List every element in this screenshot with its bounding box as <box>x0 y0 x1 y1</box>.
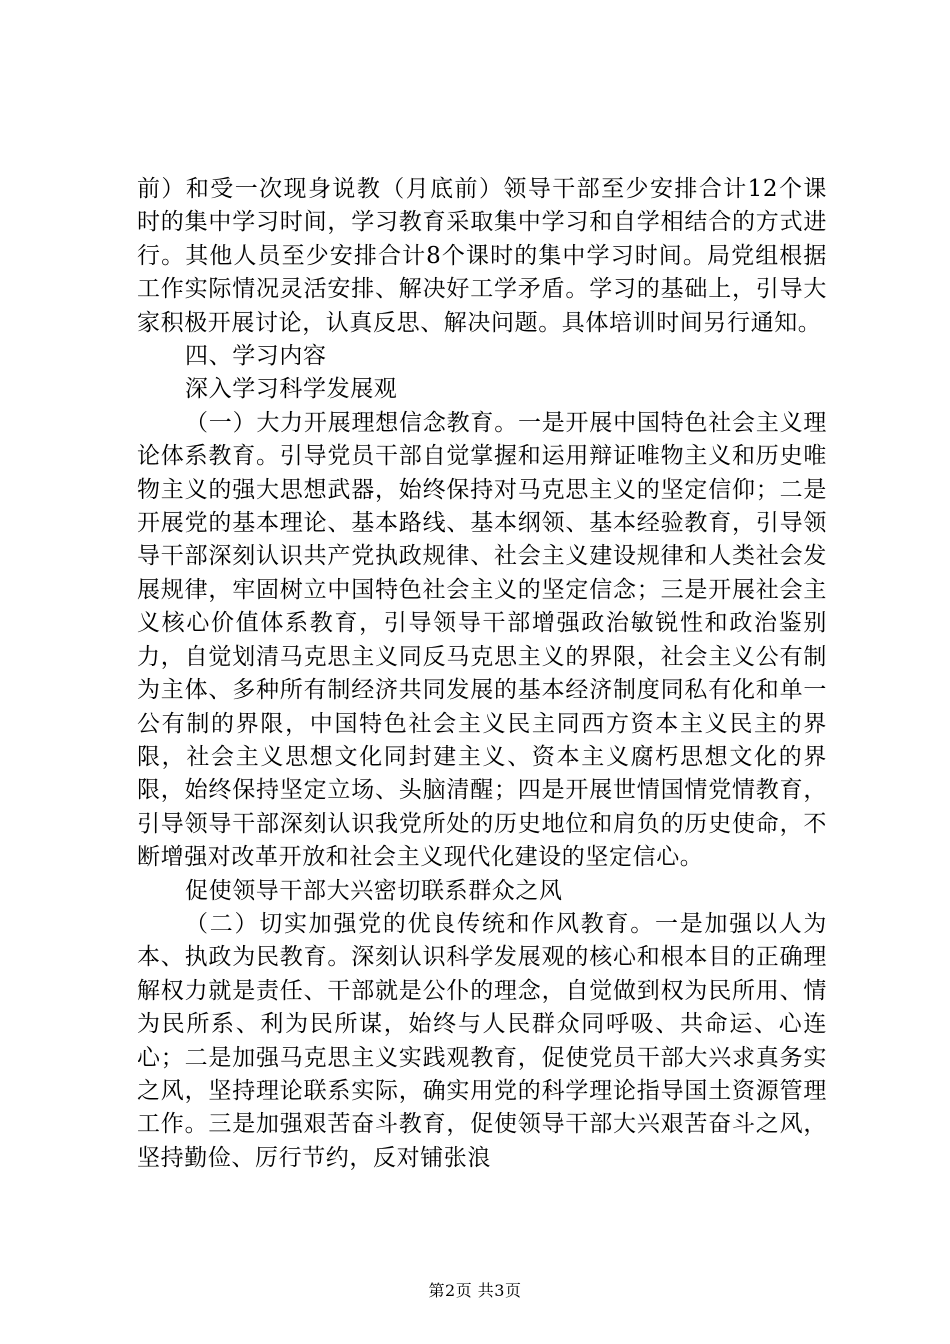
subheading-scientific-development: 深入学习科学发展观 <box>185 376 398 403</box>
subheading-mass-connection: 促使领导干部大兴密切联系群众之风 <box>185 877 563 904</box>
section-heading-study-content: 四、学习内容 <box>185 343 327 370</box>
paragraph-training-schedule: 前）和受一次现身说教（月底前）领导干部至少安排合计12个课时的集中学习时间，学习教育采取集中学习和自学相结合的方式进行。其他人员至少安排合计8个课时的集中学习时间。局党组根据工作实际情况灵活安排、解决好工学矛盾。学习的基础上，引导大家积极开展讨论，认真反思、解决问题。具体培训时间另行通知。 <box>137 176 827 336</box>
page-number-footer: 第2页 共3页 <box>428 1281 522 1300</box>
paragraph-ideals-education: （一）大力开展理想信念教育。一是开展中国特色社会主义理论体系教育。引导党员干部自觉掌握和运用辩证唯物主义和历史唯物主义的强大思想武器，始终保持对马克思主义的坚定信仰；二是开展党的基本理论、基本路线、基本纲领、基本经验教育，引导领导干部深刻认识共产党执政规律、社会主义建设规律和人类社会发展规律，牢固树立中国特色社会主义的坚定信念；三是开展社会主义核心价值体系教育，引导领导干部增强政治敏锐性和政治鉴别力，自觉划清马克思主义同反马克思主义的界限，社会主义公有制为主体、多种所有制经济共同发展的基本经济制度同私有化和单一公有制的界限，中国特色社会主义民主同西方资本主义民主的界限，社会主义思想文化同封建主义、资本主义腐朽思想文化的界限，始终保持坚定立场、头脑清醒；四是开展世情国情党情教育，引导领导干部深刻认识我党所处的历史地位和肩负的历史使命，不断增强对改革开放和社会主义现代化建设的坚定信心。 <box>137 409 827 871</box>
document-body <box>137 173 827 1175</box>
paragraph-tradition-education: （二）切实加强党的优良传统和作风教育。一是加强以人为本、执政为民教育。深刻认识科学发展观的核心和根本目的正确理解权力就是责任、干部就是公仆的理念，自觉做到权为民所用、情为民所系、利为民所谋，始终与人民群众同呼吸、共命运、心连心；二是加强马克思主义实践观教育，促使党员干部大兴求真务实之风，坚持理论联系实际，确实用党的科学理论指导国土资源管理工作。三是加强艰苦奋斗教育，促使领导干部大兴艰苦奋斗之风，坚持勤俭、厉行节约，反对铺张浪 <box>137 910 827 1171</box>
